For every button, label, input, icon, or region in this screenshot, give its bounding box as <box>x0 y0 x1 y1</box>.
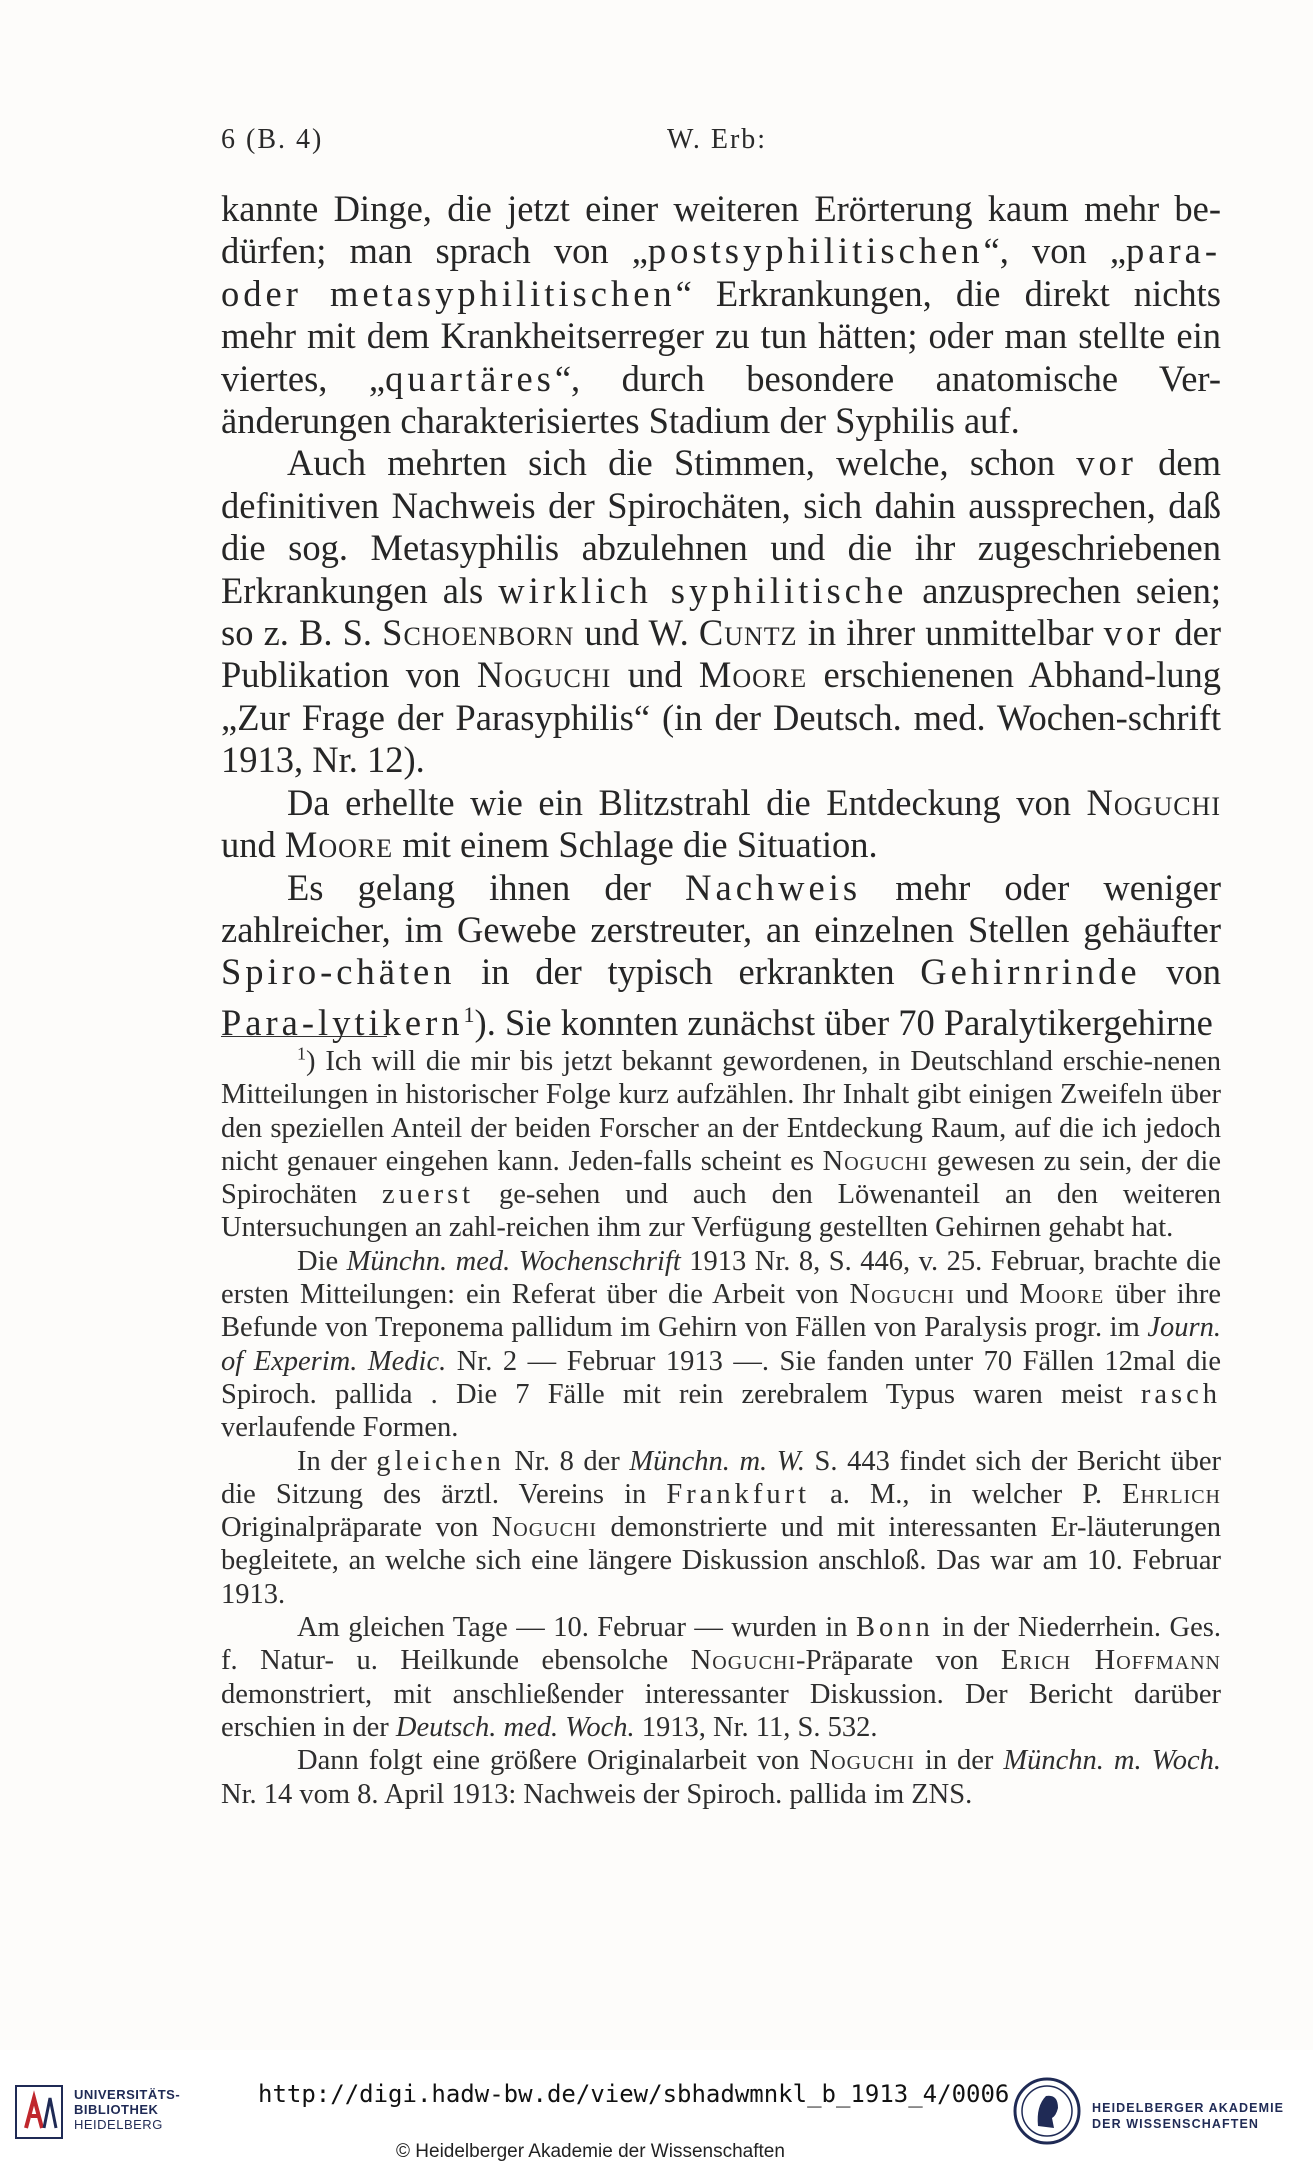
text-run: von <box>1140 951 1222 993</box>
journal-title: Münchn. m. W. <box>629 1445 805 1477</box>
text-run: mehr oder weniger zahlreicher, im Gewebe zerstreuter, an einzelnen Stellen gehäufter <box>221 866 1221 950</box>
author-name: Moore <box>698 654 808 696</box>
academy-line: HEIDELBERGER AKADEMIE <box>1092 2101 1285 2115</box>
library-logo-icon[interactable] <box>14 2084 64 2140</box>
text-run: ). Sie konnten zunächst über 70 Paralytikergehirne <box>474 1001 1213 1043</box>
footnote-paragraph-2 <box>221 1245 1221 1445</box>
text-run: Am gleichen Tage — 10. Februar — wurden in <box>297 1612 857 1644</box>
text-run: Nr. 14 vom 8. April 1913: Nachweis der Spiroch. pallida im ZNS. <box>221 1778 973 1810</box>
text-run: der Publikation von <box>221 612 1221 696</box>
text-run: anzusprechen seien; so z. B. S. <box>221 569 1221 654</box>
spaced-term: para- oder metasyphilitischen <box>221 230 1222 314</box>
text-run: und <box>611 654 699 696</box>
journal-title: Münchn. m. Woch. <box>1003 1745 1221 1777</box>
journal-title: Journ. of Experim. Medic. <box>221 1312 1221 1377</box>
text-run: Die <box>297 1245 347 1277</box>
text-run: Nr. 2 — Februar 1913 —. Sie fanden unter 70 Fällen 12mal die Spiroch. pallida . Die 7 Fälle mit rein zerebralem Typus waren meist <box>221 1345 1221 1410</box>
spaced-term: Bonn <box>856 1612 934 1644</box>
text-run: S. 443 findet sich der Bericht über die Sitzung des ärztl. Vereins in <box>221 1445 1221 1510</box>
copyright-notice: © Heidelberger Akademie der Wissenschaften <box>396 2141 785 2162</box>
spaced-term: zuerst <box>382 1179 475 1211</box>
author-name: Noguchi <box>809 1745 915 1777</box>
library-name <box>74 2087 180 2132</box>
spaced-term: Frankfurt <box>666 1478 810 1510</box>
text-run: in ihrer unmittelbar <box>797 612 1104 654</box>
text-run: Es gelang ihnen der <box>287 866 686 908</box>
text-run: 1913 Nr. 8, S. 446, v. 25. Februar, brachte die ersten Mitteilungen: ein Referat über die Arbeit von <box>221 1245 1221 1311</box>
author-name: Noguchi <box>822 1145 929 1177</box>
main-text <box>221 188 1221 1044</box>
text-run: demonstrierte und mit interessanten Er-läuterungen begleitete, an welche sich eine längere Diskussion anschloß. Das war am 10. Februar 1913. <box>221 1512 1221 1610</box>
paragraph-3 <box>221 782 1221 867</box>
running-header <box>221 124 1221 164</box>
author-name: Cuntz <box>698 612 798 654</box>
footnote-paragraph-5 <box>221 1744 1221 1811</box>
text-run: gewesen zu sein, der die Spirochäten <box>221 1145 1221 1211</box>
author-name: Moore <box>284 824 394 866</box>
author-name: Noguchi <box>690 1645 797 1677</box>
journal-title: Münchn. med. Wochenschrift <box>346 1245 681 1277</box>
text-run: “ Erkrankungen, die direkt nichts mehr mit dem Krankheitserreger zu tun hätten; oder man stellte ein viertes, „ <box>221 272 1221 399</box>
paragraph-4 <box>221 867 1221 1045</box>
author-name: Noguchi <box>491 1512 598 1544</box>
footnote-number: 1 <box>297 1043 306 1064</box>
author-name: Noguchi <box>849 1279 955 1311</box>
paragraph-2 <box>221 442 1221 781</box>
author-name: Noguchi <box>1086 781 1221 823</box>
text-run: kannte Dinge, die jetzt einer weiteren Erörterung kaum mehr be-dürfen; man sprach von „ <box>221 188 1221 272</box>
footnote-paragraph-3 <box>221 1445 1221 1611</box>
footnote-rule <box>221 1036 387 1037</box>
spaced-term: rasch <box>1140 1378 1221 1410</box>
paragraph-1 <box>221 188 1221 442</box>
library-line: HEIDELBERG <box>74 2117 163 2132</box>
text-run: ge-sehen und auch den Löwenanteil an den weiteren Untersuchungen an zahl-reichen ihm zur Verfügung gestellten Gehirnen gehabt hat. <box>221 1179 1221 1244</box>
text-run: mit einem Schlage die Situation. <box>393 824 878 866</box>
library-line: UNIVERSITÄTS- <box>74 2087 181 2102</box>
text-run: “, durch besondere anatomische Ver-änderungen charakterisiertes Stadium der Syphilis auf. <box>221 357 1221 442</box>
library-line: BIBLIOTHEK <box>74 2102 159 2117</box>
text-run: erschienenen Abhand-lung „Zur Frage der Parasyphilis“ (in der Deutsch. med. Wochen-schrift 1913, Nr. 12). <box>221 654 1221 781</box>
text-run: In der <box>297 1445 377 1477</box>
footnote-1 <box>221 1045 1221 1245</box>
author-name: Schoenborn <box>382 612 575 654</box>
academy-line: DER WISSENSCHAFTEN <box>1092 2117 1260 2131</box>
author-name: Moore <box>1019 1279 1105 1311</box>
text-run: und W. <box>574 612 699 654</box>
spaced-term: vor <box>1103 612 1165 654</box>
spaced-term: wirklich syphilitische <box>498 569 908 611</box>
spaced-term: Spiro-chäten <box>221 951 456 993</box>
academy-name <box>1092 2100 1284 2132</box>
author-name: Noguchi <box>476 654 612 696</box>
text-run: und <box>221 824 285 866</box>
text-run: “, von „ <box>983 230 1127 272</box>
running-title: W. Erb: <box>667 124 768 155</box>
text-run: a. M., in welcher P. <box>810 1478 1123 1510</box>
text-run: 1913, Nr. 11, S. 532. <box>634 1711 878 1743</box>
text-run: -Präparate von <box>796 1645 1001 1677</box>
text-run: in der <box>914 1745 1004 1777</box>
footnote-block <box>221 1045 1221 1811</box>
author-name: Ehrlich <box>1122 1478 1221 1510</box>
spaced-term: Nachweis <box>685 866 862 908</box>
spaced-term: Gehirnrinde <box>920 951 1141 993</box>
author-name: Erich Hoffmann <box>1000 1645 1221 1677</box>
text-run: verlaufende Formen. <box>221 1412 459 1444</box>
spaced-term: gleichen <box>376 1445 505 1477</box>
spaced-term: postsyphilitischen <box>647 230 984 272</box>
text-run: Originalpräparate von <box>221 1512 492 1544</box>
spaced-term: quartäres <box>385 357 555 399</box>
footnote-paragraph-4 <box>221 1611 1221 1744</box>
text-run: in der typisch erkrankten <box>455 951 921 993</box>
text-run: Nr. 8 der <box>504 1445 630 1477</box>
journal-title: Deutsch. med. Woch. <box>395 1711 635 1743</box>
text-run: Da erhellte wie ein Blitzstrahl die Entdeckung von <box>287 781 1087 823</box>
page-reference: 6 (B. 4) <box>221 124 324 155</box>
text-run: über ihre Befunde von Treponema pallidum im Gehirn von Fällen von Paralysis progr. im <box>221 1279 1222 1344</box>
text-run: und <box>954 1279 1020 1311</box>
text-run: Dann folgt eine größere Originalarbeit von <box>297 1745 810 1777</box>
spaced-term: vor <box>1076 442 1137 484</box>
text-run: dem definitiven Nachweis der Spirochäten, sich dahin aussprechen, daß die sog. Metasyphilis abzulehnen und die ihr zugeschriebenen Erkrankungen als <box>221 442 1221 611</box>
text-run: Auch mehrten sich die Stimmen, welche, schon <box>287 442 1077 484</box>
permalink-url[interactable]: http://digi.hadw-bw.de/view/sbhadwmnkl_b_1913_4/0006 <box>258 2080 1010 2108</box>
footnote-marker[interactable]: 1 <box>463 1001 475 1027</box>
spaced-term: Para-lytikern <box>221 1001 464 1043</box>
text-run: in der Niederrhein. Ges. f. Natur- u. Heilkunde ebensolche <box>221 1612 1221 1677</box>
academy-seal-icon[interactable] <box>1012 2076 1082 2146</box>
text-run: demonstriert, mit anschließender interessanter Diskussion. Der Bericht darüber erschien in der <box>221 1678 1221 1743</box>
text-run: ) Ich will die mir bis jetzt bekannt gewordenen, in Deutschland erschie-nenen Mitteilungen in historischer Folge kurz aufzählen. Ihr Inhalt gibt einigen Zweifeln über den speziellen Anteil der beiden Forscher an der Entdeckung Raum, auf die ich jedoch nicht genauer eingehen kann. Jeden-falls scheint es <box>221 1046 1221 1177</box>
